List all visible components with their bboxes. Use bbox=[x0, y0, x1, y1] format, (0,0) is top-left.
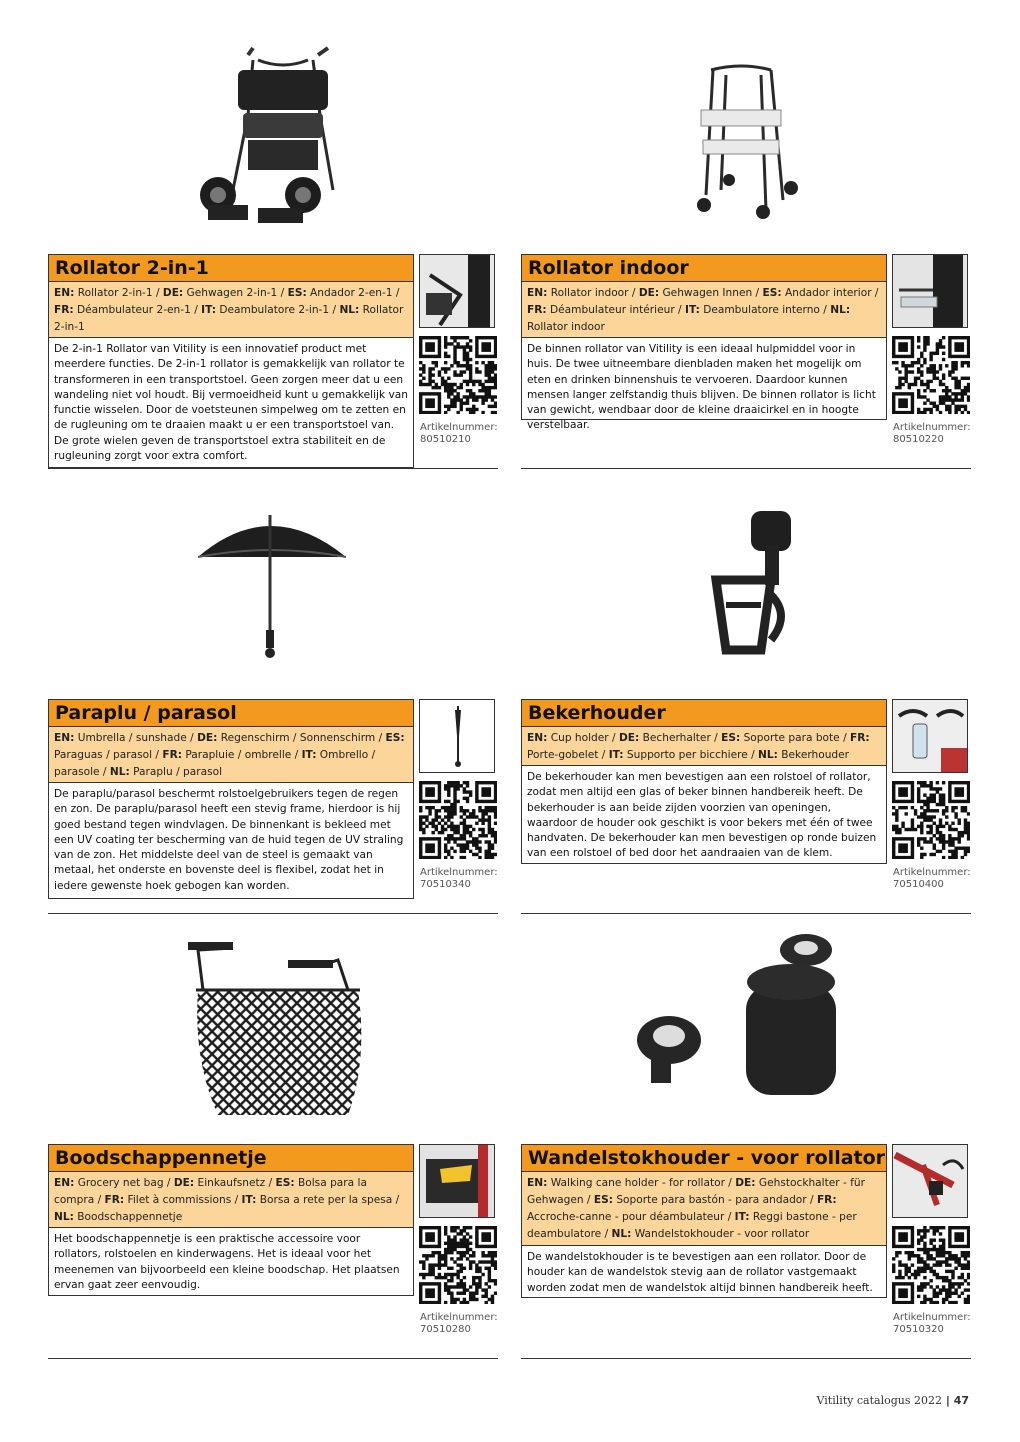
product-title: Bekerhouder bbox=[521, 699, 887, 727]
lang-code: IT: bbox=[608, 749, 624, 761]
lang-text: Gehstockhalter - für Gehwagen / bbox=[527, 1177, 865, 1206]
article-value: 70510400 bbox=[893, 879, 944, 890]
lang-code: DE: bbox=[735, 1177, 756, 1189]
lang-code: NL: bbox=[339, 304, 360, 316]
lang-code: EN: bbox=[527, 1177, 548, 1189]
language-names bbox=[48, 1172, 414, 1228]
page-footer bbox=[817, 1394, 969, 1407]
article-label: Artikelnummer: bbox=[420, 1312, 498, 1323]
language-names bbox=[48, 727, 414, 783]
lang-text: Deambulatore interno / bbox=[699, 304, 831, 316]
net-bag-mounted-icon bbox=[419, 1144, 495, 1218]
lang-text: Boodschappennetje bbox=[73, 1211, 183, 1223]
catalogue-name: Vitility catalogus 2022 bbox=[816, 1394, 942, 1407]
lang-code: DE: bbox=[197, 732, 218, 744]
product-title: Wandelstokhouder - voor rollator bbox=[521, 1144, 887, 1172]
lang-text: Borsa a rete per la spesa / bbox=[256, 1194, 400, 1206]
product-card-cane-holder bbox=[521, 890, 971, 1340]
language-names bbox=[48, 282, 414, 338]
lang-text: Reggi bastone - per deambulatore / bbox=[527, 1211, 857, 1240]
footer-separator: | bbox=[942, 1394, 954, 1407]
lang-code: IT: bbox=[201, 304, 216, 316]
lang-text: Umbrella / sunshade / bbox=[74, 732, 198, 744]
lang-code: DE: bbox=[173, 1177, 195, 1189]
lang-text: Gehwagen Innen / bbox=[659, 287, 763, 299]
lang-text: Rollator 2-in-1 bbox=[54, 304, 404, 333]
product-description: De paraplu/parasol beschermt rolstoelgebruikers tegen de regen en zon. De paraplu/parasol heeft een stevig frame, hierdoor is hij goed bestand tegen windvlagen. De binnenkant is bekleed met een UV coating ter bescherming van de huid tegen de UV straling van de zon. Het middelste deel van de steel is gemaakt van metaal, het onderste en bovenste deel is flexibel, zodat het in iedere gewenste hoek gebogen kan worden. bbox=[48, 783, 414, 899]
qr-code-icon[interactable] bbox=[892, 781, 970, 859]
article-value: 80510210 bbox=[420, 434, 471, 445]
lang-text: Parapluie / ombrelle / bbox=[181, 749, 302, 761]
lang-text: Bolsa para la compra / bbox=[54, 1177, 367, 1206]
article-number bbox=[420, 422, 498, 446]
divider bbox=[521, 1358, 971, 1359]
qr-code-icon[interactable] bbox=[892, 1226, 970, 1304]
lang-code: IT: bbox=[301, 749, 317, 761]
language-names bbox=[521, 282, 887, 338]
lang-code: DE: bbox=[162, 287, 184, 299]
umbrella-icon bbox=[48, 445, 498, 697]
lang-code: ES: bbox=[721, 732, 741, 744]
article-number bbox=[893, 422, 971, 446]
product-description: De wandelstokhouder is te bevestigen aan een rollator. Door de houder kan de wandelstok stevig aan de rollator vastgemaakt worden zodat men de wandelstok altijd binnen handbereik heeft. bbox=[521, 1246, 887, 1298]
language-names bbox=[521, 1172, 887, 1246]
lang-text: Einkaufsnetz / bbox=[194, 1177, 276, 1189]
lang-code: NL: bbox=[109, 766, 130, 778]
lang-text: Deambulatore 2-in-1 / bbox=[215, 304, 340, 316]
lang-code: EN: bbox=[527, 287, 548, 299]
cane-holder-mounted-icon bbox=[892, 1144, 968, 1218]
lang-text: Accroche-canne - pour déambulateur / bbox=[527, 1211, 735, 1223]
product-title: Rollator indoor bbox=[521, 254, 887, 282]
article-value: 70510340 bbox=[420, 879, 471, 890]
lang-text: Rollator indoor / bbox=[547, 287, 639, 299]
product-card-umbrella bbox=[48, 445, 498, 895]
lang-text: Rollator indoor bbox=[527, 321, 605, 333]
lang-code: FR: bbox=[162, 749, 182, 761]
lang-code: ES: bbox=[385, 732, 405, 744]
lang-text: Wandelstokhouder - voor rollator bbox=[631, 1228, 810, 1240]
product-title: Paraplu / parasol bbox=[48, 699, 414, 727]
lang-code: EN: bbox=[54, 1177, 75, 1189]
article-value: 70510280 bbox=[420, 1324, 471, 1335]
qr-code-icon[interactable] bbox=[892, 336, 970, 414]
product-title: Boodschappennetje bbox=[48, 1144, 414, 1172]
lang-text: Paraplu / parasol bbox=[129, 766, 223, 778]
lang-text: Cup holder / bbox=[547, 732, 619, 744]
lang-code: NL: bbox=[830, 304, 851, 316]
lang-code: FR: bbox=[527, 304, 547, 316]
article-label: Artikelnummer: bbox=[893, 1312, 971, 1323]
language-names bbox=[521, 727, 887, 766]
lang-code: IT: bbox=[734, 1211, 750, 1223]
lang-code: FR: bbox=[816, 1194, 837, 1206]
rollator-2in1-icon bbox=[48, 0, 498, 252]
lang-text: Ombrello / parasole / bbox=[54, 749, 376, 778]
article-number bbox=[893, 867, 971, 891]
cup-holder-mounted-icon bbox=[892, 699, 968, 773]
article-value: 80510220 bbox=[893, 434, 944, 445]
lang-text: Filet à commissions / bbox=[124, 1194, 242, 1206]
article-label: Artikelnummer: bbox=[893, 422, 971, 433]
lang-code: IT: bbox=[685, 304, 700, 316]
lang-code: ES: bbox=[275, 1177, 295, 1189]
article-label: Artikelnummer: bbox=[893, 867, 971, 878]
lang-text: Déambulateur 2-en-1 / bbox=[73, 304, 202, 316]
lang-text: Regenschirm / Sonnenschirm / bbox=[217, 732, 386, 744]
lang-code: NL: bbox=[758, 749, 778, 761]
lang-code: FR: bbox=[850, 732, 870, 744]
lang-code: EN: bbox=[527, 732, 548, 744]
lang-text: Andador 2-en-1 / bbox=[306, 287, 400, 299]
product-card-net-bag bbox=[48, 890, 498, 1340]
page-number: 47 bbox=[953, 1394, 969, 1407]
article-number bbox=[420, 867, 498, 891]
article-value: 70510320 bbox=[893, 1324, 944, 1335]
lang-text: Soporte para bastón - para andador / bbox=[612, 1194, 817, 1206]
qr-code-icon[interactable] bbox=[419, 336, 497, 414]
lang-text: Grocery net bag / bbox=[74, 1177, 174, 1189]
product-description: De 2-in-1 Rollator van Vitility is een innovatief product met meerdere functies. De 2-in-1 rollator is gemakkelijk van rollator te transformeren in een transportstoel. Geen zorgen meer dat u een wandeling niet vol houdt. Bij vermoeidheid kunt u gemakkelijk van functie wisselen. Door de voetsteunen simpelweg om te zetten en de rugleuning om te draaien maakt u er een transportstoel van. De grote wielen geven de transportstoel extra stabiliteit en de rugleuning zorgt voor extra comfort. bbox=[48, 338, 414, 468]
indoor-rollator-icon bbox=[521, 0, 971, 252]
lang-text: Déambulateur intérieur / bbox=[546, 304, 685, 316]
article-label: Artikelnummer: bbox=[420, 867, 498, 878]
lang-text: Andador interior / bbox=[781, 287, 879, 299]
product-card-rollator-2in1 bbox=[48, 0, 498, 463]
qr-code-icon[interactable] bbox=[419, 781, 497, 859]
lang-code: EN: bbox=[54, 287, 75, 299]
lang-text: Becherhalter / bbox=[639, 732, 722, 744]
product-card-rollator-indoor bbox=[521, 0, 971, 450]
cup-holder-icon bbox=[521, 445, 971, 697]
lang-text: Gehwagen 2-in-1 / bbox=[183, 287, 288, 299]
lang-text: Walking cane holder - for rollator / bbox=[547, 1177, 736, 1189]
lang-code: ES: bbox=[762, 287, 782, 299]
lang-code: EN: bbox=[54, 732, 75, 744]
lang-code: NL: bbox=[54, 1211, 74, 1223]
indoor-rollator-person-icon bbox=[892, 254, 968, 328]
lang-code: FR: bbox=[104, 1194, 125, 1206]
lang-text: Porte-gobelet / bbox=[527, 749, 609, 761]
product-description: Het boodschappennetje is een praktische accessoire voor rollators, rolstoelen en kinderwagens. Het is ideaal voor het meenemen van bijvoorbeeld een kleine boodschap. Het plaatsen ervan gaat zeer eenvoudig. bbox=[48, 1228, 414, 1296]
divider bbox=[48, 1358, 498, 1359]
lang-text: Rollator 2-in-1 / bbox=[74, 287, 163, 299]
net-bag-icon bbox=[48, 890, 498, 1142]
lang-code: DE: bbox=[618, 732, 640, 744]
lang-code: ES: bbox=[593, 1194, 613, 1206]
lang-code: FR: bbox=[54, 304, 74, 316]
rollator-person-icon bbox=[419, 254, 495, 328]
article-label: Artikelnummer: bbox=[420, 422, 498, 433]
lang-code: DE: bbox=[638, 287, 660, 299]
cane-holder-icon bbox=[521, 890, 971, 1142]
qr-code-icon[interactable] bbox=[419, 1226, 497, 1304]
lang-code: ES: bbox=[287, 287, 307, 299]
lang-text: Bekerhouder bbox=[777, 749, 850, 761]
article-number bbox=[893, 1312, 971, 1336]
lang-text: Supporto per bicchiere / bbox=[623, 749, 759, 761]
lang-code: IT: bbox=[241, 1194, 257, 1206]
article-number bbox=[420, 1312, 498, 1336]
lang-code: NL: bbox=[611, 1228, 632, 1240]
product-title: Rollator 2-in-1 bbox=[48, 254, 414, 282]
product-card-cup-holder bbox=[521, 445, 971, 895]
product-description: De binnen rollator van Vitility is een ideaal hulpmiddel voor in huis. De twee uitneembare dienbladen maken het mogelijk om eten en drinken binnenshuis te vervoeren. Daardoor kunnen mensen langer zelfstandig thuis blijven. De binnen rollator is licht van gewicht, wendbaar door de kleine draaicirkel en in hoogte verstelbaar. bbox=[521, 338, 887, 420]
lang-text: Soporte para bote / bbox=[740, 732, 851, 744]
folded-umbrella-icon bbox=[419, 699, 495, 773]
product-description: De bekerhouder kan men bevestigen aan een rolstoel of rollator, zodat men altijd een glas of beker binnen handbereik heeft. De bekerhouder is aan beide zijden voorzien van openingen, waardoor de houder ook geschikt is voor bekers met één of twee handvaten. De bekerhouder kan men bevestigen op ronde buizen van een rolstoel of bed door het aandraaien van de klem. bbox=[521, 766, 887, 864]
lang-text: Paraguas / parasol / bbox=[54, 749, 163, 761]
